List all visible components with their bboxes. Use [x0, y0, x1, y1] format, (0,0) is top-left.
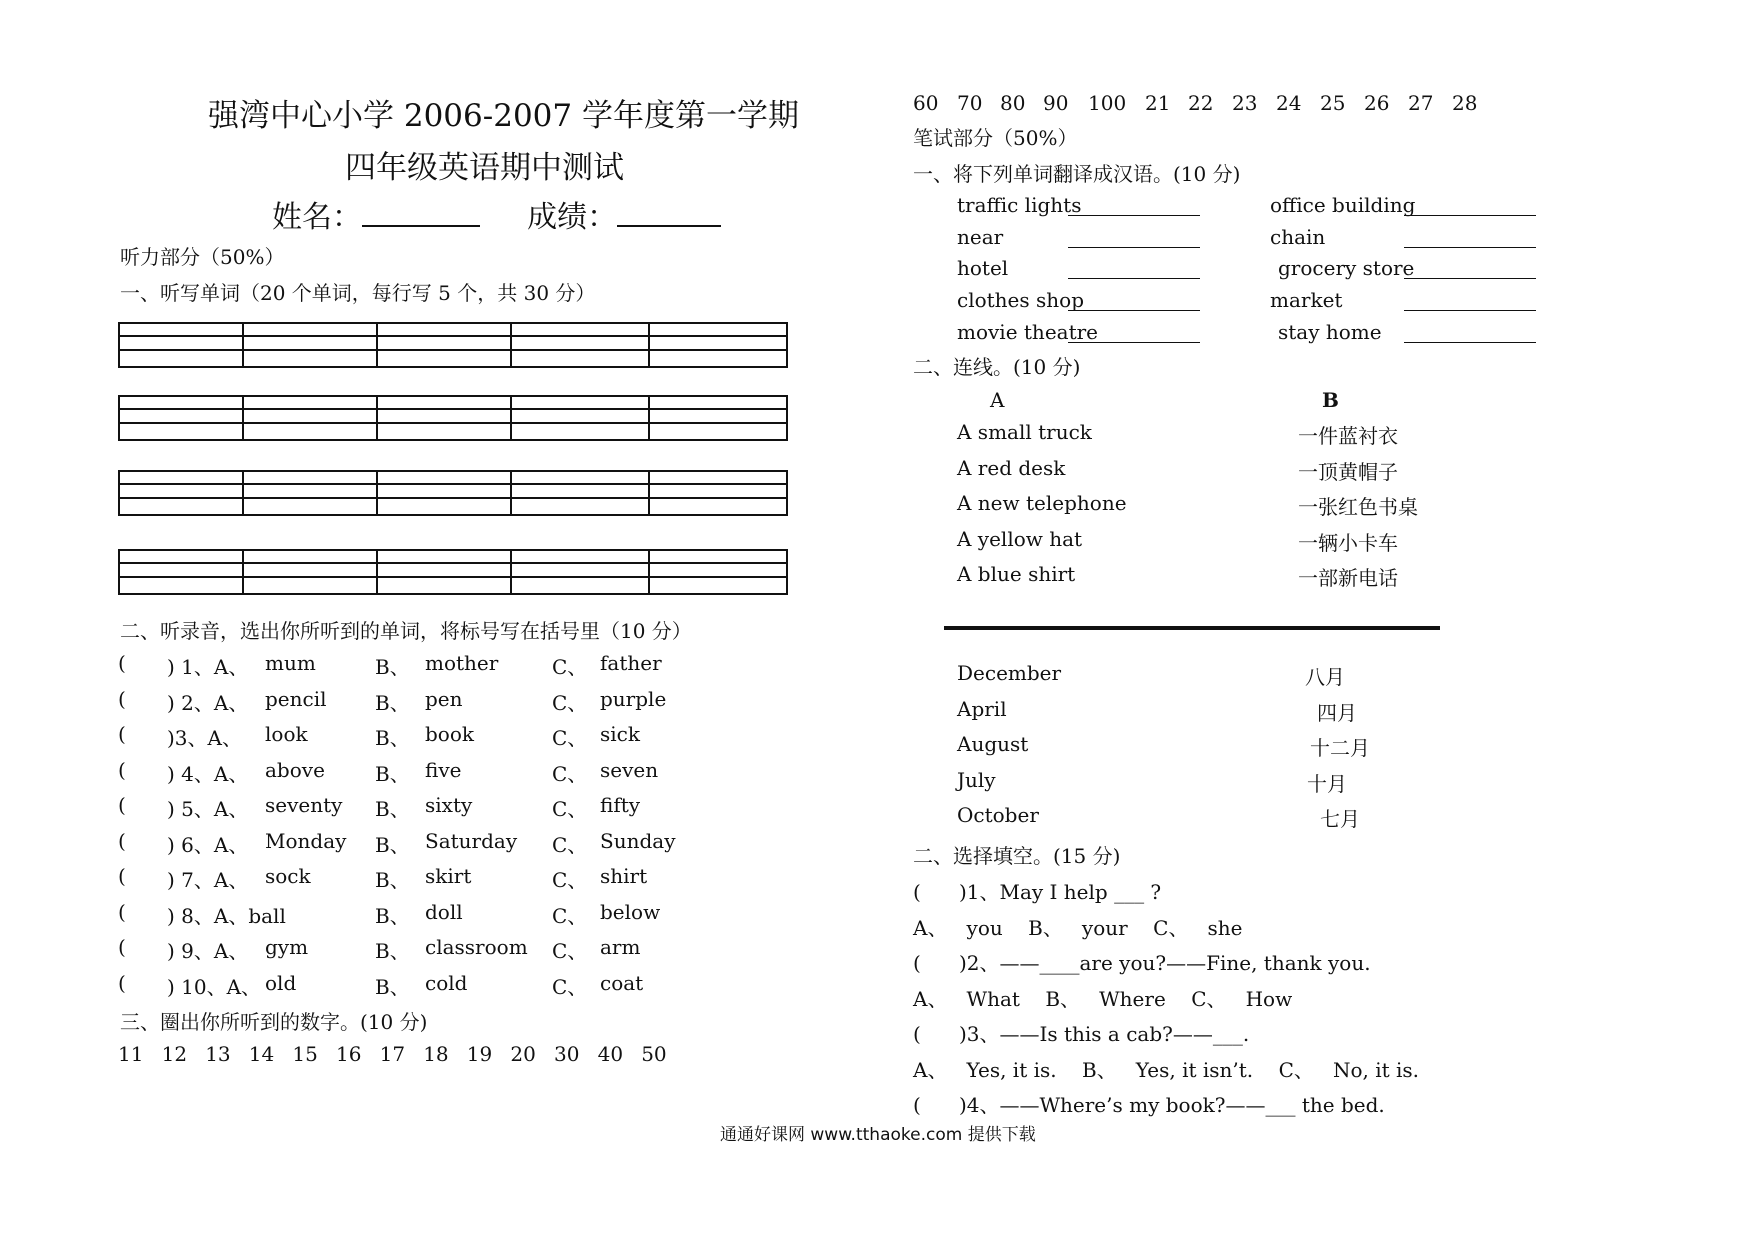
exam-title: 强湾中心小学 2006-2007 学年度第一学期 [208, 98, 799, 134]
option-b-label: B、 [375, 974, 410, 999]
month-zh[interactable]: 十二月 [1310, 736, 1370, 760]
answer-paren[interactable]: ( [118, 651, 126, 675]
month-en[interactable]: October [957, 803, 1039, 827]
option-c: coat [600, 970, 644, 995]
translate-section-heading: 一、将下列单词翻译成汉语。(10 分) [913, 162, 1241, 186]
answer-paren[interactable]: ( [118, 722, 126, 746]
month-zh[interactable]: 四月 [1317, 700, 1357, 725]
answer-paren[interactable]: ( [118, 757, 126, 782]
month-zh[interactable]: 十月 [1307, 771, 1347, 796]
item-number: ) 9、A、 [167, 939, 249, 963]
translate-word: clothes shop [957, 288, 1085, 312]
footer-credit: 通通好课网 www.tthaoke.com 提供下载 [720, 1125, 1036, 1145]
number-item[interactable]: 27 [1408, 91, 1434, 115]
item-number: ) 6、A、 [167, 832, 249, 857]
listening-heading: 听力部分（50%） [120, 245, 285, 269]
month-en[interactable]: August [957, 732, 1029, 756]
translate-answer-line[interactable] [1404, 342, 1536, 343]
number-item[interactable]: 90 [1043, 91, 1069, 115]
number-item[interactable]: 60 [913, 91, 939, 115]
option-b-label: B、 [375, 797, 410, 821]
dictation-section-heading: 一、听写单词（20 个单词，每行写 5 个，共 30 分） [120, 281, 596, 305]
name-label: 姓名： [272, 200, 362, 235]
option-b-label: B、 [375, 690, 410, 715]
option-b-label: B、 [375, 761, 410, 786]
answer-paren[interactable]: ( [118, 686, 126, 711]
item-number: ) 2、A、 [167, 690, 249, 715]
number-item[interactable]: 28 [1452, 91, 1478, 115]
number-item[interactable]: 23 [1232, 91, 1258, 115]
number-item[interactable]: 22 [1188, 91, 1214, 115]
number-item[interactable]: 12 [161, 1042, 188, 1066]
match-item-a[interactable]: A red desk [957, 455, 1066, 480]
translate-word: office building [1270, 193, 1416, 217]
number-item[interactable]: 21 [1145, 91, 1171, 115]
name-score-line [272, 192, 721, 236]
option-c: fifty [600, 793, 641, 817]
option-b-label: B、 [375, 939, 410, 963]
item-number: ) 5、A、 [167, 797, 249, 821]
option-c-label: C、 [552, 655, 588, 679]
option-b: pen [425, 686, 463, 711]
option-c-label: C、 [552, 726, 588, 750]
month-zh[interactable]: 七月 [1320, 807, 1360, 831]
option-c: shirt [600, 864, 648, 888]
choice-line: ( )1、May I help ___ ? [913, 880, 1162, 904]
number-item[interactable]: 11 [118, 1042, 144, 1066]
match-item-a[interactable]: A blue shirt [957, 562, 1076, 586]
option-a: mum [265, 651, 316, 675]
option-b: five [425, 757, 462, 782]
item-number: ) 7、A、 [167, 868, 249, 892]
option-b-label: B、 [375, 832, 410, 857]
match-item-b[interactable]: 一顶黄帽子 [1298, 459, 1398, 484]
translate-word: market [1270, 288, 1343, 312]
match-item-a[interactable]: A yellow hat [957, 526, 1083, 551]
translate-answer-line[interactable] [1068, 278, 1200, 279]
option-b: skirt [425, 864, 472, 888]
option-c-label: C、 [552, 974, 588, 999]
divider-line [944, 626, 1440, 630]
option-a: look [265, 722, 308, 746]
choice-line: ( )4、——Where’s my book?——___ the bed. [913, 1093, 1385, 1117]
number-item[interactable]: 15 [292, 1042, 318, 1066]
option-c: Sunday [600, 828, 676, 853]
number-item[interactable]: 14 [248, 1042, 275, 1066]
number-item[interactable]: 13 [205, 1042, 231, 1066]
option-c-label: C、 [552, 832, 588, 857]
option-c: purple [600, 686, 667, 711]
match-item-b[interactable]: 一辆小卡车 [1298, 530, 1398, 555]
item-number: )3、A、 [167, 726, 242, 750]
option-b: doll [425, 899, 463, 924]
number-item[interactable]: 80 [1000, 91, 1026, 115]
translate-answer-line[interactable] [1404, 278, 1536, 279]
translate-answer-line[interactable] [1404, 247, 1536, 248]
translate-word: near [957, 225, 1004, 249]
number-item[interactable]: 40 [597, 1042, 624, 1066]
option-a: pencil [265, 686, 327, 711]
translate-word: stay home [1278, 320, 1382, 344]
option-c-label: C、 [552, 939, 588, 963]
listen-choose-heading: 二、听录音，选出你所听到的单词，将标号写在括号里（10 分） [120, 619, 692, 643]
answer-paren[interactable]: ( [118, 828, 126, 853]
option-b: sixty [425, 793, 473, 817]
option-b: book [425, 722, 475, 746]
translate-word: hotel [957, 256, 1009, 280]
option-a: gym [265, 935, 309, 959]
score-field[interactable] [617, 201, 721, 227]
dictation-grid-1[interactable] [118, 322, 788, 368]
translate-word: traffic lights [957, 193, 1082, 217]
match-item-b[interactable]: 一部新电话 [1298, 566, 1398, 590]
option-c: below [600, 899, 661, 924]
item-number: ) 10、A、 [167, 974, 262, 999]
month-en[interactable]: December [957, 661, 1062, 685]
dictation-grid-4[interactable] [118, 549, 788, 595]
option-c: arm [600, 935, 641, 959]
item-number: ) 1、A、 [167, 655, 249, 679]
option-c: father [600, 651, 662, 675]
number-item[interactable]: 16 [336, 1042, 362, 1066]
option-c-label: C、 [552, 903, 588, 928]
answer-paren[interactable]: ( [118, 864, 126, 888]
option-b: mother [425, 651, 499, 675]
numbers-section-heading: 三、圈出你所听到的数字。(10 分) [120, 1010, 428, 1034]
option-c-label: C、 [552, 690, 588, 715]
option-b: classroom [425, 935, 528, 959]
match-section-heading: 二、连线。(10 分) [913, 355, 1081, 379]
number-item[interactable]: 19 [466, 1042, 493, 1066]
option-a: Monday [265, 828, 347, 853]
score-label: 成绩： [527, 200, 618, 235]
translate-answer-line[interactable] [1068, 215, 1200, 216]
translate-answer-line[interactable] [1068, 310, 1200, 311]
dictation-grid-2[interactable] [118, 395, 788, 441]
option-b: Saturday [425, 828, 518, 853]
option-b-label: B、 [375, 903, 410, 928]
column-b-label: B [1322, 388, 1339, 412]
month-en[interactable]: July [957, 767, 996, 792]
translate-answer-line[interactable] [1404, 310, 1536, 311]
choice-line: ( )3、——Is this a cab?——___. [913, 1022, 1250, 1046]
number-item[interactable]: 18 [423, 1042, 449, 1066]
match-item-b[interactable]: 一件蓝衬衣 [1298, 424, 1398, 448]
match-item-a[interactable]: A new telephone [957, 491, 1127, 515]
option-b-label: B、 [375, 655, 410, 679]
translate-word: grocery store [1278, 256, 1415, 280]
option-c: seven [600, 757, 659, 782]
answer-paren[interactable]: ( [118, 793, 126, 817]
option-b-label: B、 [375, 726, 410, 750]
option-c-label: C、 [552, 868, 588, 892]
month-zh[interactable]: 八月 [1305, 665, 1345, 689]
choice-line: A、 you B、 your C、 she [913, 915, 1243, 940]
option-c-label: C、 [552, 761, 588, 786]
option-c-label: C、 [552, 797, 588, 821]
option-a: sock [265, 864, 311, 888]
number-item[interactable]: 50 [641, 1042, 667, 1066]
answer-paren[interactable]: ( [118, 935, 126, 959]
translate-word: chain [1270, 225, 1326, 249]
choice-line: A、 Yes, it is. B、 Yes, it isn’t. C、 No, it is. [913, 1057, 1420, 1082]
option-b-label: B、 [375, 868, 410, 892]
answer-paren[interactable]: ( [118, 970, 126, 995]
number-item[interactable]: 100 [1088, 91, 1127, 115]
translate-answer-line[interactable] [1068, 342, 1200, 343]
number-item[interactable]: 30 [554, 1042, 580, 1066]
translate-answer-line[interactable] [1068, 247, 1200, 248]
name-field[interactable] [362, 201, 480, 227]
number-item[interactable]: 24 [1276, 91, 1302, 115]
number-item[interactable]: 70 [957, 91, 983, 115]
option-a: seventy [265, 793, 343, 817]
number-item[interactable]: 25 [1320, 91, 1346, 115]
item-number: ) 4、A、 [167, 761, 249, 786]
translate-word: movie theatre [957, 320, 1099, 344]
number-item[interactable]: 17 [379, 1042, 406, 1066]
month-en[interactable]: April [957, 696, 1007, 721]
translate-answer-line[interactable] [1404, 215, 1536, 216]
exam-subtitle: 四年级英语期中测试 [345, 150, 624, 186]
option-a: old [265, 970, 297, 995]
answer-paren[interactable]: ( [118, 899, 126, 924]
option-c: sick [600, 722, 640, 746]
column-a-label: A [990, 388, 1005, 412]
choice-section-heading: 二、选择填空。(15 分) [913, 844, 1121, 868]
item-number: ) 8、A、ball [167, 903, 286, 928]
number-item[interactable]: 20 [510, 1042, 536, 1066]
choice-line: ( )2、——____are you?——Fine, thank you. [913, 951, 1371, 975]
written-heading: 笔试部分（50%） [913, 126, 1078, 150]
number-item[interactable]: 26 [1364, 91, 1390, 115]
choice-line: A、 What B、 Where C、 How [913, 986, 1293, 1011]
option-b: cold [425, 970, 468, 995]
option-a: above [265, 757, 325, 782]
match-item-a[interactable]: A small truck [957, 420, 1092, 444]
dictation-grid-3[interactable] [118, 470, 788, 516]
match-item-b[interactable]: 一张红色书桌 [1298, 495, 1418, 519]
